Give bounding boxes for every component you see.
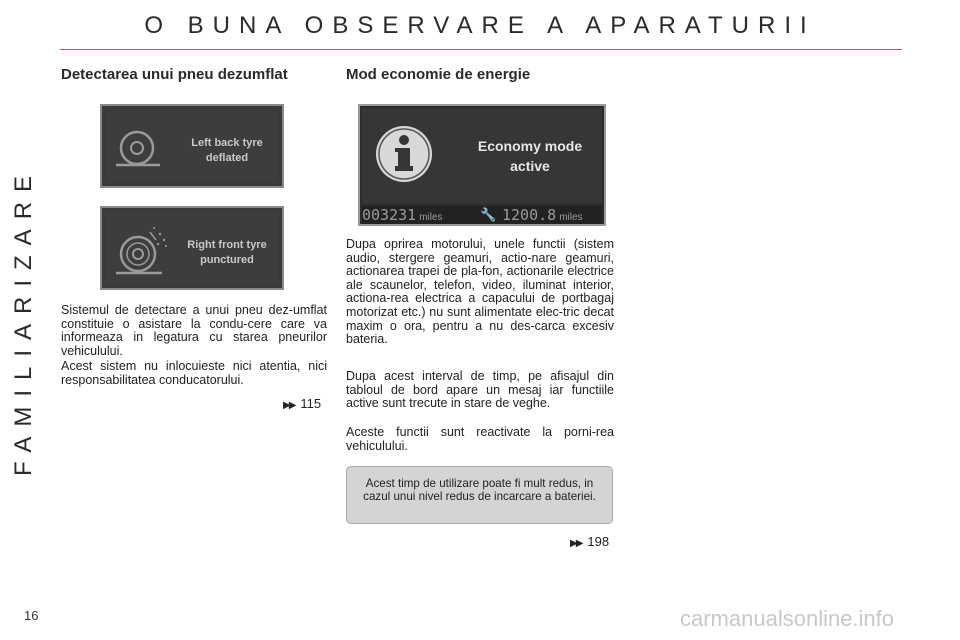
heading-tyre-detection: Detectarea unui pneu dezumflat bbox=[61, 66, 288, 83]
fast-forward-icon: ▶▶ bbox=[283, 400, 295, 411]
tyre-message-line2: deflated bbox=[205, 152, 249, 164]
tyre-punctured-display bbox=[100, 206, 284, 290]
economy-mode-display bbox=[358, 104, 606, 226]
wrench-icon: 🔧 bbox=[480, 207, 497, 222]
tyre-message-line1: Left back tyre bbox=[191, 137, 263, 149]
title-divider bbox=[60, 49, 902, 50]
tyre-intro-paragraph: Sistemul de detectare a unui pneu dez-umflat constituie o asistare la condu-cere care va informeaza in legatura cu starea pneurilor vehiculului. bbox=[61, 303, 327, 358]
punctured-tyre-icon bbox=[114, 220, 172, 280]
tyre-deflated-display bbox=[100, 104, 284, 188]
display-panel bbox=[362, 108, 602, 204]
page-reference-198[interactable] bbox=[570, 534, 609, 549]
fast-forward-icon: ▶▶ bbox=[570, 538, 582, 549]
odometer-reading: 003231 miles bbox=[362, 206, 443, 224]
info-icon bbox=[374, 124, 434, 184]
economy-intro-paragraph: Dupa oprirea motorului, unele functii (sistem audio, stergere geamuri, actio-nare geamuri, actionarea trapei de pla-fon, actionarile electrice ale scaunelor, telefon, video, iluminat interior, actiona-rea electrica a capacului de portbagaj motorizat etc.) nu sunt alimentate elec-tric decat maxim o ora, pentru a nu des-carca excesiv bateria. bbox=[346, 237, 614, 347]
economy-reactivation-paragraph: Aceste functii sunt reactivate la porni-rea vehiculului. bbox=[346, 425, 614, 453]
tyre-warning-paragraph: Acest sistem nu inlocuieste nici atentia, nici responsabilitatea conducatorului. bbox=[61, 359, 327, 387]
economy-standby-paragraph: Dupa acest interval de timp, pe afisajul din tabloul de bord apare un mesaj iar functiile active sunt trecute in stare de veghe. bbox=[346, 369, 614, 411]
display-panel bbox=[106, 110, 278, 182]
trip-reading: 1200.8 miles bbox=[502, 206, 583, 224]
battery-note-box: Acest timp de utilizare poate fi mult redus, in cazul unui nivel redus de incarcare a bateriei. bbox=[346, 466, 613, 524]
page-reference-115[interactable] bbox=[283, 396, 321, 411]
page-number: 16 bbox=[24, 608, 39, 623]
heading-economy-mode: Mod economie de energie bbox=[346, 66, 531, 83]
tyre-message-line1: Right front tyre bbox=[187, 239, 267, 251]
economy-message-line1: Economy mode bbox=[477, 138, 583, 154]
reference-page: 198 bbox=[587, 534, 610, 549]
page-title: O BUNA OBSERVARE A APARATURII bbox=[144, 12, 816, 39]
tyre-message-line2: punctured bbox=[200, 254, 254, 266]
display-panel bbox=[106, 212, 278, 284]
odometer-bar bbox=[362, 206, 602, 224]
economy-message-line2: active bbox=[510, 158, 550, 174]
section-side-label: FAMILIARIZARE bbox=[10, 165, 37, 476]
watermark: carmanualsonline.info bbox=[680, 606, 895, 631]
tyre-icon bbox=[114, 126, 164, 172]
reference-page: 115 bbox=[300, 396, 322, 411]
